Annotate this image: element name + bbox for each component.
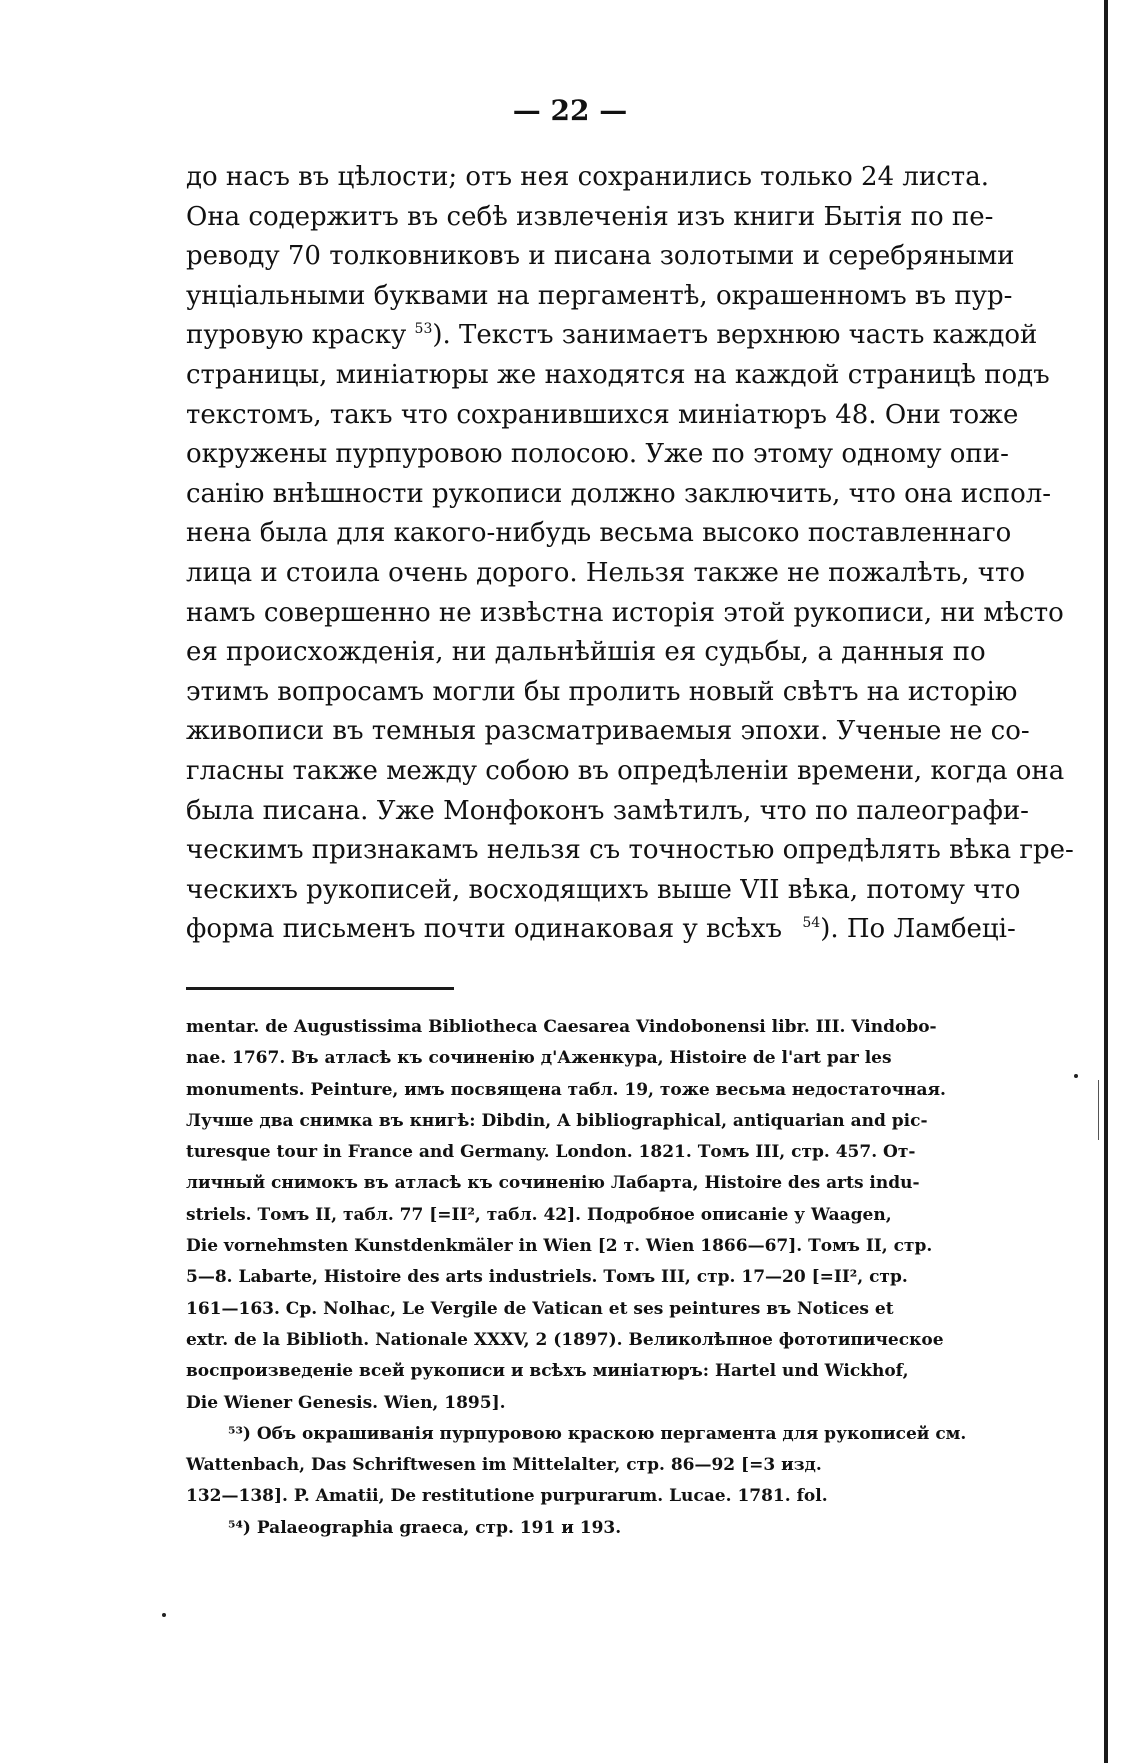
footnote-ref-54: 54 (802, 915, 821, 932)
text-line: ческимъ признакамъ нельзя съ точностью опредѣлять вѣка гре- (186, 835, 1074, 866)
text-line: ея происхожденія, ни дальнѣйшія ея судьбы, а данныя по (186, 637, 986, 668)
text-line: нена была для какого-нибудь весьма высоко поставленнаго (186, 518, 1012, 549)
text-line: ческихъ рукописей, восходящихъ выше VII вѣка, потому что (186, 874, 1021, 905)
footnote-line: 161—163. Ср. Nolhac, Le Vergile de Vatican et ses peintures въ Notices et (186, 1298, 894, 1319)
text-line: реводу 70 толковниковъ и писана золотыми и серебряными (186, 241, 1015, 272)
stray-mark (162, 1613, 166, 1617)
text-line: живописи въ темныя разсматриваемыя эпохи. Ученые не со- (186, 716, 1030, 747)
footnote-line: воспроизведеніе всей рукописи и всѣхъ миніатюръ: Hartel und Wickhof, (186, 1361, 909, 1382)
text-line: санію внѣшности рукописи должно заключить, что она испол- (186, 478, 1052, 509)
text-line: страницы, миніатюры же находятся на каждой страницѣ подъ (186, 359, 1050, 390)
footnote-line: Die vornehmsten Kunstdenkmäler in Wien [2 т. Wien 1866—67]. Томъ II, стр. (186, 1236, 933, 1257)
page-edge-mark (1098, 1080, 1099, 1140)
footnote-line: mentar. de Augustissima Bibliotheca Caesarea Vindobonensi libr. III. Vindobo- (186, 1017, 937, 1037)
text-line: окружены пурпуровою полосою. Уже по этому одному опи- (186, 439, 1009, 470)
text-line: Она содержитъ въ себѣ извлеченія изъ книги Бытія по пе- (186, 201, 994, 232)
footnote-line: личный снимокъ въ атласѣ къ сочиненію Лабарта, Histoire des arts indu- (186, 1173, 920, 1194)
page-edge-rule (1104, 0, 1108, 1763)
text-line: лица и стоила очень дорого. Нельзя также не пожалѣть, что (186, 557, 1026, 588)
footnote-54-line: ⁵⁴) Palaeographia graeca, стр. 191 и 193. (228, 1517, 622, 1538)
footnote-53-line: ⁵³) Объ окрашиванія пурпуровою краскою пергамента для рукописей см. (228, 1423, 967, 1444)
text-line: была писана. Уже Монфоконъ замѣтилъ, что по палеографи- (186, 795, 1029, 826)
text-line: форма письменъ почти одинаковая у всѣхъ $^{54}$). По Ламбеці- (186, 914, 1016, 945)
footnote-line: 5—8. Labarte, Histoire des arts industriels. Томъ III, стр. 17—20 [=II², стр. (186, 1267, 908, 1288)
footnote-line: Die Wiener Genesis. Wien, 1895]. (186, 1392, 506, 1413)
footnote-line: turesque tour in France and Germany. London. 1821. Томъ III, стр. 457. От- (186, 1142, 916, 1163)
text-line: текстомъ, такъ что сохранившихся миніатюръ 48. Они тоже (186, 399, 1019, 430)
footnote-line: Лучше два снимка въ книгѣ: Dibdin, A bibliographical, antiquarian and pic- (186, 1110, 928, 1131)
footnote-53-line: 132—138]. P. Amatii, De restitutione purpurarum. Lucae. 1781. fol. (186, 1486, 828, 1507)
footnote-line: monuments. Peinture, имъ посвящена табл. 19, тоже весьма недостаточная. (186, 1079, 946, 1100)
footnote-ref-53: 53 (414, 321, 433, 338)
text-line: до насъ въ цѣлости; отъ нея сохранились только 24 листа. (186, 162, 989, 192)
main-text (186, 158, 1074, 950)
text-line: пуровую краску $^{53}$). Текстъ занимаетъ верхнюю часть каждой (186, 320, 1038, 351)
footnote-line: nae. 1767. Въ атласѣ къ сочиненію д'Аженкура, Histoire de l'art par les (186, 1048, 892, 1069)
footnote-separator (186, 987, 454, 990)
footnote-line: striels. Томъ II, табл. 77 [=II², табл. 42]. Подробное описаніе у Waagen, (186, 1204, 892, 1225)
footnote-53-line: Wattenbach, Das Schriftwesen im Mittelalter, стр. 86—92 [=3 изд. (186, 1455, 822, 1476)
page-number: — 22 — (512, 94, 628, 127)
text-line: унціальными буквами на пергаментѣ, окрашенномъ въ пур- (186, 280, 1013, 311)
footnote-line: extr. de la Biblioth. Nationale XXXV, 2 (1897). Великолѣпное фототипическое (186, 1329, 944, 1350)
stray-mark (1074, 1074, 1078, 1078)
footnotes (186, 1012, 1001, 1544)
text-line: гласны также между собою въ опредѣленіи времени, когда она (186, 755, 1065, 786)
text-line: намъ совершенно не извѣстна исторія этой рукописи, ни мѣсто (186, 597, 1064, 628)
text-line: этимъ вопросамъ могли бы пролить новый свѣтъ на исторію (186, 676, 1018, 707)
